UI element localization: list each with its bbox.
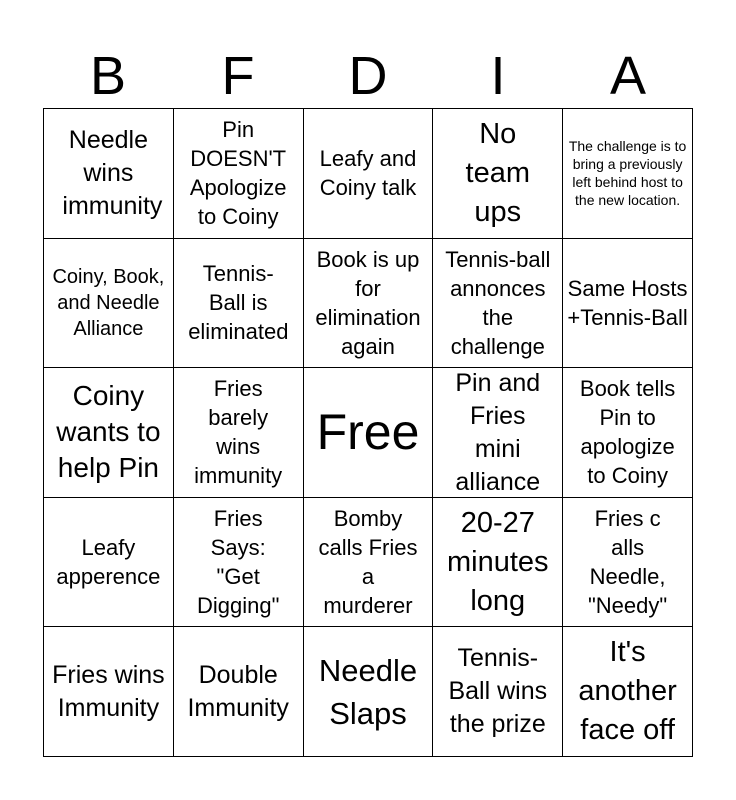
bingo-cell[interactable] [304, 498, 434, 628]
bingo-cell[interactable] [44, 498, 174, 628]
cell-text: Tennis-Ball is eliminated [188, 261, 289, 345]
header-letter-b: B [89, 46, 127, 106]
cell-text: Tennis-ball annonces the challenge [445, 246, 551, 359]
cell-text: Fries Says: "Get Digging" [196, 506, 280, 619]
cell-text: The challenge is to bring a previously left behind host to the new location. [568, 138, 687, 209]
cell-text: Free [316, 404, 420, 461]
bingo-cell[interactable] [304, 627, 434, 757]
bingo-cell[interactable] [433, 368, 563, 498]
cell-text: Fries wins Immunity [52, 660, 165, 722]
cell-text: Leafy apperence [56, 535, 161, 590]
bingo-cell[interactable] [563, 498, 693, 628]
bingo-cell[interactable] [174, 627, 304, 757]
cell-text: Book is up for elimination again [315, 246, 421, 359]
cell-text: Pin DOESN'T Apologize to Coiny [189, 117, 287, 230]
bingo-cell[interactable] [174, 498, 304, 628]
bingo-cell[interactable] [304, 109, 434, 239]
header-letter-d: D [348, 46, 388, 106]
bingo-cell[interactable] [563, 368, 693, 498]
bingo-grid [43, 108, 693, 757]
free-space[interactable] [304, 368, 434, 498]
bingo-cell[interactable] [433, 627, 563, 757]
cell-text: Pin and Fries mini alliance [455, 368, 541, 496]
bingo-cell[interactable] [174, 239, 304, 369]
header-letter-a: A [609, 46, 647, 106]
bingo-cell[interactable] [563, 109, 693, 239]
bingo-cell[interactable] [433, 109, 563, 239]
cell-text: Needle Slaps [318, 652, 418, 731]
bingo-cell[interactable] [563, 627, 693, 757]
cell-text: Tennis-Ball wins the prize [448, 644, 548, 739]
cell-text: Bomby calls Fries a murderer [318, 506, 418, 619]
cell-text: Coiny wants to help Pin [56, 380, 161, 484]
bingo-cell[interactable] [174, 368, 304, 498]
cell-text: It's another face off [578, 636, 677, 747]
cell-text: Double Immunity [187, 660, 289, 722]
cell-text: No team ups [465, 117, 531, 228]
bingo-cell[interactable] [174, 109, 304, 239]
cell-text: Fries barely wins immunity [194, 376, 283, 489]
bingo-cell[interactable] [433, 498, 563, 628]
cell-text: 20-27 minutes long [447, 506, 549, 617]
header-letter-i: I [490, 46, 506, 106]
cell-text: Fries c alls Needle, "Needy" [587, 506, 668, 619]
bingo-header [43, 44, 693, 108]
bingo-cell[interactable] [433, 239, 563, 369]
bingo-cell[interactable] [304, 239, 434, 369]
cell-text: Needle wins immunity [62, 125, 163, 220]
cell-text: Book tells Pin to apologize to Coiny [579, 376, 676, 489]
cell-text: Same Hosts +Tennis-Ball [567, 275, 688, 330]
bingo-cell[interactable] [44, 627, 174, 757]
bingo-cell[interactable] [44, 239, 174, 369]
bingo-cell[interactable] [563, 239, 693, 369]
cell-text: Coiny, Book, and Needle Alliance [52, 265, 165, 340]
cell-text: Leafy and Coiny talk [319, 146, 417, 201]
bingo-cell[interactable] [44, 368, 174, 498]
header-letter-f: F [221, 46, 255, 106]
bingo-cell[interactable] [44, 109, 174, 239]
